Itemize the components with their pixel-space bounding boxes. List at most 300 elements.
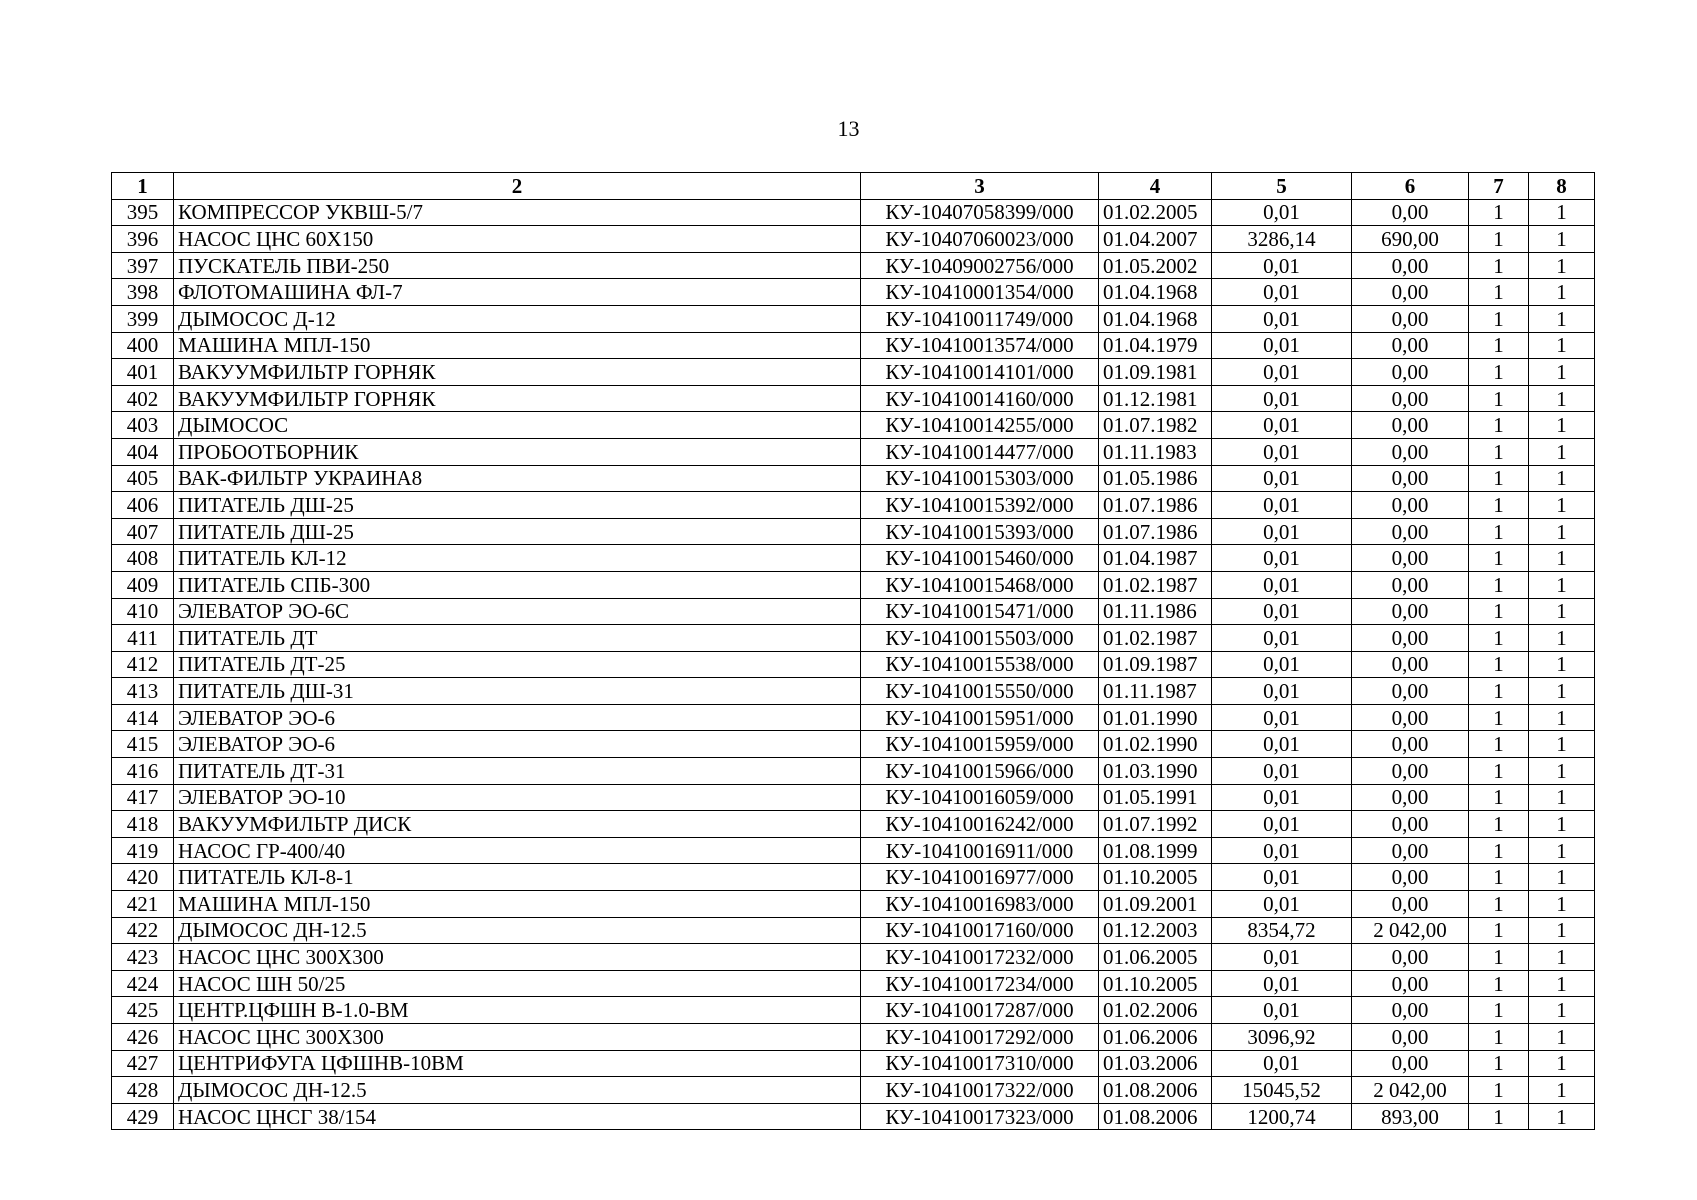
row-number-cell: 428 <box>112 1077 174 1104</box>
inventory-code-cell: КУ-10410016983/000 <box>861 891 1099 918</box>
inventory-code-cell: КУ-10410013574/000 <box>861 332 1099 359</box>
inventory-code-cell: КУ-10410015303/000 <box>861 465 1099 492</box>
row-number-cell: 408 <box>112 545 174 572</box>
inventory-code-cell: КУ-10410011749/000 <box>861 305 1099 332</box>
date-cell: 01.02.1987 <box>1099 625 1212 652</box>
inventory-code-cell: КУ-10409002756/000 <box>861 252 1099 279</box>
row-number-cell: 407 <box>112 518 174 545</box>
table-row <box>112 1024 1595 1051</box>
item-name-cell: НАСОС ГР-400/40 <box>174 837 861 864</box>
table-row <box>112 731 1595 758</box>
quantity-cell: 1 <box>1469 704 1529 731</box>
quantity-cell: 1 <box>1469 199 1529 226</box>
date-cell: 01.02.2006 <box>1099 997 1212 1024</box>
item-name-cell: ВАК-ФИЛЬТР УКРАИНА8 <box>174 465 861 492</box>
table-row <box>112 359 1595 386</box>
quantity-cell: 1 <box>1469 625 1529 652</box>
inventory-code-cell: КУ-10410014101/000 <box>861 359 1099 386</box>
item-name-cell: ЦЕНТР.ЦФШН В-1.0-ВМ <box>174 997 861 1024</box>
value-cell: 0,00 <box>1352 492 1469 519</box>
inventory-code-cell: КУ-10410015959/000 <box>861 731 1099 758</box>
inventory-code-cell: КУ-10410017310/000 <box>861 1050 1099 1077</box>
quantity-cell: 1 <box>1469 1024 1529 1051</box>
inventory-code-cell: КУ-10410014160/000 <box>861 385 1099 412</box>
date-cell: 01.05.2002 <box>1099 252 1212 279</box>
table-row <box>112 864 1595 891</box>
inventory-code-cell: КУ-10410014477/000 <box>861 438 1099 465</box>
value-cell: 0,00 <box>1352 359 1469 386</box>
quantity-cell: 1 <box>1529 625 1595 652</box>
value-cell: 0,01 <box>1212 438 1352 465</box>
quantity-cell: 1 <box>1469 731 1529 758</box>
quantity-cell: 1 <box>1469 332 1529 359</box>
value-cell: 0,01 <box>1212 864 1352 891</box>
date-cell: 01.04.2007 <box>1099 226 1212 253</box>
item-name-cell: ПРОБООТБОРНИК <box>174 438 861 465</box>
quantity-cell: 1 <box>1529 332 1595 359</box>
value-cell: 690,00 <box>1352 226 1469 253</box>
quantity-cell: 1 <box>1469 651 1529 678</box>
date-cell: 01.02.1987 <box>1099 571 1212 598</box>
value-cell: 0,00 <box>1352 970 1469 997</box>
quantity-cell: 1 <box>1529 492 1595 519</box>
row-number-cell: 421 <box>112 891 174 918</box>
row-number-cell: 406 <box>112 492 174 519</box>
inventory-code-cell: КУ-10410016977/000 <box>861 864 1099 891</box>
row-number-cell: 419 <box>112 837 174 864</box>
row-number-cell: 398 <box>112 279 174 306</box>
date-cell: 01.02.1990 <box>1099 731 1212 758</box>
table-row <box>112 226 1595 253</box>
value-cell: 2 042,00 <box>1352 1077 1469 1104</box>
value-cell: 0,00 <box>1352 571 1469 598</box>
inventory-table <box>111 172 1595 1130</box>
quantity-cell: 1 <box>1469 1050 1529 1077</box>
quantity-cell: 1 <box>1529 837 1595 864</box>
row-number-cell: 415 <box>112 731 174 758</box>
value-cell: 0,00 <box>1352 678 1469 705</box>
date-cell: 01.06.2005 <box>1099 944 1212 971</box>
quantity-cell: 1 <box>1529 997 1595 1024</box>
quantity-cell: 1 <box>1529 518 1595 545</box>
value-cell: 0,01 <box>1212 891 1352 918</box>
table-row <box>112 678 1595 705</box>
value-cell: 0,00 <box>1352 412 1469 439</box>
date-cell: 01.09.2001 <box>1099 891 1212 918</box>
value-cell: 0,00 <box>1352 784 1469 811</box>
header-cell: 1 <box>112 173 174 200</box>
quantity-cell: 1 <box>1529 731 1595 758</box>
table-row <box>112 279 1595 306</box>
quantity-cell: 1 <box>1529 758 1595 785</box>
inventory-code-cell: КУ-10410017232/000 <box>861 944 1099 971</box>
value-cell: 0,00 <box>1352 199 1469 226</box>
quantity-cell: 1 <box>1529 811 1595 838</box>
value-cell: 0,01 <box>1212 784 1352 811</box>
date-cell: 01.07.1986 <box>1099 518 1212 545</box>
row-number-cell: 403 <box>112 412 174 439</box>
table-row <box>112 970 1595 997</box>
value-cell: 0,01 <box>1212 651 1352 678</box>
date-cell: 01.11.1983 <box>1099 438 1212 465</box>
row-number-cell: 413 <box>112 678 174 705</box>
inventory-code-cell: КУ-10410017323/000 <box>861 1103 1099 1130</box>
quantity-cell: 1 <box>1529 891 1595 918</box>
date-cell: 01.10.2005 <box>1099 864 1212 891</box>
value-cell: 3286,14 <box>1212 226 1352 253</box>
row-number-cell: 410 <box>112 598 174 625</box>
row-number-cell: 401 <box>112 359 174 386</box>
date-cell: 01.03.1990 <box>1099 758 1212 785</box>
quantity-cell: 1 <box>1469 678 1529 705</box>
table-row <box>112 571 1595 598</box>
value-cell: 0,01 <box>1212 305 1352 332</box>
table-row <box>112 545 1595 572</box>
row-number-cell: 399 <box>112 305 174 332</box>
quantity-cell: 1 <box>1469 1103 1529 1130</box>
quantity-cell: 1 <box>1529 545 1595 572</box>
item-name-cell: КОМПРЕССОР УКВШ-5/7 <box>174 199 861 226</box>
table-row <box>112 465 1595 492</box>
item-name-cell: ДЫМОСОС <box>174 412 861 439</box>
quantity-cell: 1 <box>1529 465 1595 492</box>
value-cell: 0,01 <box>1212 704 1352 731</box>
quantity-cell: 1 <box>1469 837 1529 864</box>
row-number-cell: 402 <box>112 385 174 412</box>
value-cell: 0,01 <box>1212 412 1352 439</box>
row-number-cell: 414 <box>112 704 174 731</box>
date-cell: 01.03.2006 <box>1099 1050 1212 1077</box>
row-number-cell: 405 <box>112 465 174 492</box>
value-cell: 0,01 <box>1212 359 1352 386</box>
header-cell: 3 <box>861 173 1099 200</box>
value-cell: 893,00 <box>1352 1103 1469 1130</box>
row-number-cell: 409 <box>112 571 174 598</box>
quantity-cell: 1 <box>1529 305 1595 332</box>
item-name-cell: ПИТАТЕЛЬ ДТ <box>174 625 861 652</box>
value-cell: 0,01 <box>1212 970 1352 997</box>
item-name-cell: ДЫМОСОС ДН-12.5 <box>174 1077 861 1104</box>
row-number-cell: 424 <box>112 970 174 997</box>
item-name-cell: НАСОС ШН 50/25 <box>174 970 861 997</box>
table-row <box>112 811 1595 838</box>
quantity-cell: 1 <box>1469 385 1529 412</box>
item-name-cell: НАСОС ЦНС 60Х150 <box>174 226 861 253</box>
item-name-cell: ЭЛЕВАТОР ЭО-6С <box>174 598 861 625</box>
value-cell: 0,01 <box>1212 944 1352 971</box>
inventory-code-cell: КУ-10410017160/000 <box>861 917 1099 944</box>
row-number-cell: 420 <box>112 864 174 891</box>
table-row <box>112 598 1595 625</box>
table-row <box>112 438 1595 465</box>
quantity-cell: 1 <box>1469 305 1529 332</box>
inventory-code-cell: КУ-10410001354/000 <box>861 279 1099 306</box>
inventory-code-cell: КУ-10410017287/000 <box>861 997 1099 1024</box>
table-row <box>112 625 1595 652</box>
table-row <box>112 1050 1595 1077</box>
item-name-cell: ВАКУУМФИЛЬТР ГОРНЯК <box>174 359 861 386</box>
quantity-cell: 1 <box>1529 359 1595 386</box>
quantity-cell: 1 <box>1469 359 1529 386</box>
date-cell: 01.11.1987 <box>1099 678 1212 705</box>
quantity-cell: 1 <box>1469 438 1529 465</box>
item-name-cell: НАСОС ЦНСГ 38/154 <box>174 1103 861 1130</box>
value-cell: 0,01 <box>1212 518 1352 545</box>
inventory-code-cell: КУ-10410015951/000 <box>861 704 1099 731</box>
row-number-cell: 417 <box>112 784 174 811</box>
table-row <box>112 332 1595 359</box>
value-cell: 0,00 <box>1352 997 1469 1024</box>
value-cell: 0,00 <box>1352 651 1469 678</box>
inventory-code-cell: КУ-10410015471/000 <box>861 598 1099 625</box>
value-cell: 0,01 <box>1212 837 1352 864</box>
quantity-cell: 1 <box>1529 1050 1595 1077</box>
item-name-cell: ПИТАТЕЛЬ ДШ-31 <box>174 678 861 705</box>
row-number-cell: 395 <box>112 199 174 226</box>
item-name-cell: НАСОС ЦНС 300Х300 <box>174 1024 861 1051</box>
quantity-cell: 1 <box>1469 970 1529 997</box>
item-name-cell: ЭЛЕВАТОР ЭО-6 <box>174 731 861 758</box>
inventory-code-cell: КУ-10410014255/000 <box>861 412 1099 439</box>
table-row <box>112 412 1595 439</box>
header-cell: 5 <box>1212 173 1352 200</box>
date-cell: 01.08.1999 <box>1099 837 1212 864</box>
value-cell: 0,01 <box>1212 625 1352 652</box>
table-row <box>112 1077 1595 1104</box>
quantity-cell: 1 <box>1529 385 1595 412</box>
quantity-cell: 1 <box>1529 864 1595 891</box>
row-number-cell: 411 <box>112 625 174 652</box>
date-cell: 01.07.1992 <box>1099 811 1212 838</box>
value-cell: 0,01 <box>1212 465 1352 492</box>
item-name-cell: ПИТАТЕЛЬ СПБ-300 <box>174 571 861 598</box>
item-name-cell: ПИТАТЕЛЬ ДШ-25 <box>174 492 861 519</box>
value-cell: 0,00 <box>1352 811 1469 838</box>
quantity-cell: 1 <box>1469 252 1529 279</box>
quantity-cell: 1 <box>1529 970 1595 997</box>
value-cell: 1200,74 <box>1212 1103 1352 1130</box>
value-cell: 0,00 <box>1352 518 1469 545</box>
quantity-cell: 1 <box>1529 1103 1595 1130</box>
value-cell: 0,00 <box>1352 1024 1469 1051</box>
row-number-cell: 429 <box>112 1103 174 1130</box>
quantity-cell: 1 <box>1529 412 1595 439</box>
header-cell: 8 <box>1529 173 1595 200</box>
item-name-cell: ДЫМОСОС ДН-12.5 <box>174 917 861 944</box>
quantity-cell: 1 <box>1469 997 1529 1024</box>
row-number-cell: 422 <box>112 917 174 944</box>
item-name-cell: ЭЛЕВАТОР ЭО-6 <box>174 704 861 731</box>
quantity-cell: 1 <box>1529 1024 1595 1051</box>
date-cell: 01.08.2006 <box>1099 1077 1212 1104</box>
table-row <box>112 305 1595 332</box>
inventory-code-cell: КУ-10410015503/000 <box>861 625 1099 652</box>
date-cell: 01.07.1986 <box>1099 492 1212 519</box>
table-row <box>112 784 1595 811</box>
item-name-cell: ПИТАТЕЛЬ КЛ-12 <box>174 545 861 572</box>
quantity-cell: 1 <box>1469 279 1529 306</box>
quantity-cell: 1 <box>1469 492 1529 519</box>
value-cell: 0,01 <box>1212 598 1352 625</box>
date-cell: 01.09.1981 <box>1099 359 1212 386</box>
inventory-code-cell: КУ-10407058399/000 <box>861 199 1099 226</box>
date-cell: 01.04.1968 <box>1099 279 1212 306</box>
value-cell: 0,00 <box>1352 385 1469 412</box>
item-name-cell: НАСОС ЦНС 300Х300 <box>174 944 861 971</box>
item-name-cell: ВАКУУМФИЛЬТР ГОРНЯК <box>174 385 861 412</box>
date-cell: 01.08.2006 <box>1099 1103 1212 1130</box>
date-cell: 01.05.1986 <box>1099 465 1212 492</box>
table-row <box>112 944 1595 971</box>
row-number-cell: 426 <box>112 1024 174 1051</box>
table-row <box>112 758 1595 785</box>
item-name-cell: ПИТАТЕЛЬ ДТ-25 <box>174 651 861 678</box>
date-cell: 01.04.1968 <box>1099 305 1212 332</box>
item-name-cell: ДЫМОСОС Д-12 <box>174 305 861 332</box>
inventory-code-cell: КУ-10410015538/000 <box>861 651 1099 678</box>
quantity-cell: 1 <box>1529 1077 1595 1104</box>
value-cell: 0,01 <box>1212 385 1352 412</box>
item-name-cell: ПИТАТЕЛЬ КЛ-8-1 <box>174 864 861 891</box>
inventory-code-cell: КУ-10410015393/000 <box>861 518 1099 545</box>
value-cell: 0,01 <box>1212 997 1352 1024</box>
quantity-cell: 1 <box>1469 226 1529 253</box>
value-cell: 0,01 <box>1212 758 1352 785</box>
item-name-cell: ФЛОТОМАШИНА ФЛ-7 <box>174 279 861 306</box>
value-cell: 2 042,00 <box>1352 917 1469 944</box>
table-row <box>112 385 1595 412</box>
table-body <box>112 199 1595 1130</box>
date-cell: 01.09.1987 <box>1099 651 1212 678</box>
header-row <box>112 173 1595 200</box>
quantity-cell: 1 <box>1469 465 1529 492</box>
date-cell: 01.06.2006 <box>1099 1024 1212 1051</box>
date-cell: 01.05.1991 <box>1099 784 1212 811</box>
inventory-code-cell: КУ-10410016242/000 <box>861 811 1099 838</box>
header-cell: 7 <box>1469 173 1529 200</box>
item-name-cell: МАШИНА МПЛ-150 <box>174 332 861 359</box>
item-name-cell: ЦЕНТРИФУГА ЦФШНВ-10ВМ <box>174 1050 861 1077</box>
value-cell: 0,00 <box>1352 252 1469 279</box>
quantity-cell: 1 <box>1469 412 1529 439</box>
value-cell: 0,01 <box>1212 199 1352 226</box>
item-name-cell: ЭЛЕВАТОР ЭО-10 <box>174 784 861 811</box>
value-cell: 0,01 <box>1212 1050 1352 1077</box>
value-cell: 0,00 <box>1352 891 1469 918</box>
value-cell: 0,01 <box>1212 332 1352 359</box>
header-cell: 6 <box>1352 173 1469 200</box>
value-cell: 0,00 <box>1352 305 1469 332</box>
value-cell: 3096,92 <box>1212 1024 1352 1051</box>
table-row <box>112 704 1595 731</box>
row-number-cell: 400 <box>112 332 174 359</box>
value-cell: 0,00 <box>1352 1050 1469 1077</box>
item-name-cell: ПИТАТЕЛЬ ДТ-31 <box>174 758 861 785</box>
header-cell: 4 <box>1099 173 1212 200</box>
quantity-cell: 1 <box>1469 784 1529 811</box>
value-cell: 15045,52 <box>1212 1077 1352 1104</box>
value-cell: 0,01 <box>1212 252 1352 279</box>
table-row <box>112 997 1595 1024</box>
quantity-cell: 1 <box>1469 944 1529 971</box>
inventory-code-cell: КУ-10410015966/000 <box>861 758 1099 785</box>
item-name-cell: ПИТАТЕЛЬ ДШ-25 <box>174 518 861 545</box>
table-row <box>112 199 1595 226</box>
value-cell: 0,01 <box>1212 545 1352 572</box>
table-row <box>112 1103 1595 1130</box>
quantity-cell: 1 <box>1529 678 1595 705</box>
date-cell: 01.07.1982 <box>1099 412 1212 439</box>
value-cell: 0,01 <box>1212 571 1352 598</box>
value-cell: 0,01 <box>1212 811 1352 838</box>
date-cell: 01.04.1979 <box>1099 332 1212 359</box>
value-cell: 0,00 <box>1352 438 1469 465</box>
quantity-cell: 1 <box>1529 226 1595 253</box>
date-cell: 01.02.2005 <box>1099 199 1212 226</box>
row-number-cell: 423 <box>112 944 174 971</box>
inventory-code-cell: КУ-10407060023/000 <box>861 226 1099 253</box>
row-number-cell: 427 <box>112 1050 174 1077</box>
quantity-cell: 1 <box>1529 279 1595 306</box>
quantity-cell: 1 <box>1469 518 1529 545</box>
value-cell: 0,00 <box>1352 758 1469 785</box>
quantity-cell: 1 <box>1529 438 1595 465</box>
quantity-cell: 1 <box>1529 598 1595 625</box>
value-cell: 0,01 <box>1212 678 1352 705</box>
value-cell: 0,00 <box>1352 598 1469 625</box>
quantity-cell: 1 <box>1529 917 1595 944</box>
item-name-cell: ПУСКАТЕЛЬ ПВИ-250 <box>174 252 861 279</box>
value-cell: 0,00 <box>1352 731 1469 758</box>
value-cell: 0,00 <box>1352 279 1469 306</box>
table-row <box>112 252 1595 279</box>
inventory-code-cell: КУ-10410016059/000 <box>861 784 1099 811</box>
quantity-cell: 1 <box>1469 864 1529 891</box>
date-cell: 01.04.1987 <box>1099 545 1212 572</box>
quantity-cell: 1 <box>1469 598 1529 625</box>
quantity-cell: 1 <box>1469 917 1529 944</box>
value-cell: 0,01 <box>1212 492 1352 519</box>
row-number-cell: 416 <box>112 758 174 785</box>
row-number-cell: 404 <box>112 438 174 465</box>
value-cell: 8354,72 <box>1212 917 1352 944</box>
inventory-code-cell: КУ-10410017292/000 <box>861 1024 1099 1051</box>
row-number-cell: 397 <box>112 252 174 279</box>
quantity-cell: 1 <box>1469 545 1529 572</box>
table-row <box>112 837 1595 864</box>
page-number: 13 <box>837 116 860 141</box>
quantity-cell: 1 <box>1529 704 1595 731</box>
inventory-code-cell: КУ-10410015392/000 <box>861 492 1099 519</box>
value-cell: 0,00 <box>1352 625 1469 652</box>
quantity-cell: 1 <box>1529 651 1595 678</box>
row-number-cell: 418 <box>112 811 174 838</box>
date-cell: 01.12.1981 <box>1099 385 1212 412</box>
value-cell: 0,00 <box>1352 332 1469 359</box>
inventory-code-cell: КУ-10410015550/000 <box>861 678 1099 705</box>
item-name-cell: МАШИНА МПЛ-150 <box>174 891 861 918</box>
table-row <box>112 518 1595 545</box>
value-cell: 0,00 <box>1352 704 1469 731</box>
value-cell: 0,01 <box>1212 279 1352 306</box>
date-cell: 01.10.2005 <box>1099 970 1212 997</box>
table-row <box>112 651 1595 678</box>
value-cell: 0,00 <box>1352 864 1469 891</box>
inventory-code-cell: КУ-10410016911/000 <box>861 837 1099 864</box>
quantity-cell: 1 <box>1529 944 1595 971</box>
table-row <box>112 492 1595 519</box>
row-number-cell: 396 <box>112 226 174 253</box>
